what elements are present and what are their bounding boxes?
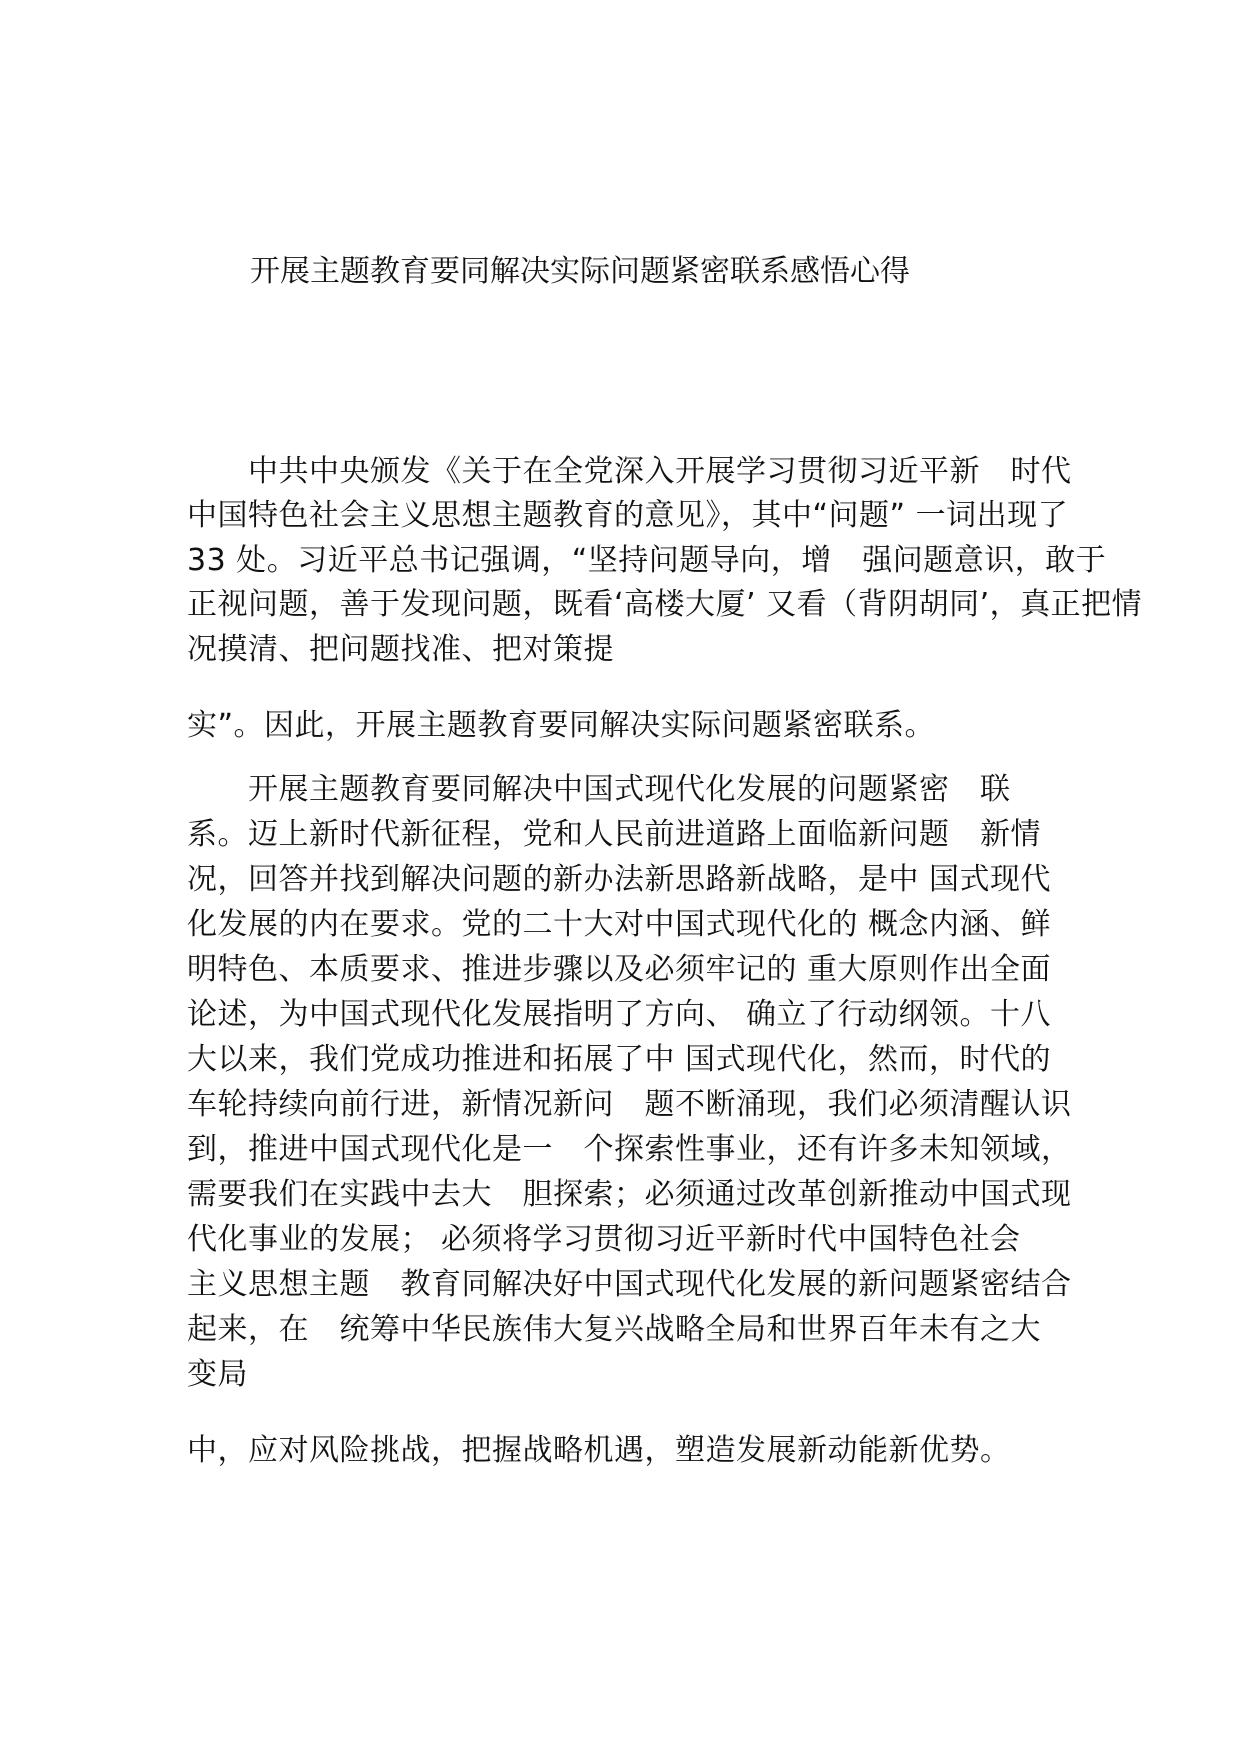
body-line: 主义思想主题 教育同解决好中国式现代化发展的新问题紧密结合: [187, 1267, 1072, 1302]
body-line: 况，回答并找到解决问题的新办法新思路新战略，是中 国式现代: [187, 862, 1052, 897]
body-line: 中，应对风险挑战，把握战略机遇，塑造发展新动能新优势。: [187, 1433, 1011, 1468]
body-line: 车轮持续向前行进，新情况新问 题不断涌现，我们必须清醒认识: [187, 1087, 1072, 1122]
body-line: 变局: [187, 1357, 248, 1392]
body-line: 论述，为中国式现代化发展指明了方向、 确立了行动纲领。十八: [187, 997, 1052, 1032]
body-line: 大以来，我们党成功推进和拓展了中 国式现代化，然而，时代的: [187, 1042, 1052, 1077]
document-title: 开展主题教育要同解决实际问题紧密联系感悟心得: [250, 254, 910, 289]
body-line: 实”。因此，开展主题教育要同解决实际问题紧密联系。: [187, 708, 936, 743]
body-line: 中共中央颁发《关于在全党深入开展学习贯彻习近平新 时代: [187, 454, 1072, 489]
body-line: 况摸清、把问题找准、把对策提: [187, 632, 614, 667]
body-line: 正视问题，善于发现问题，既看‘高楼大厦’ 又看（背阴胡同’，真正把情: [187, 587, 1143, 622]
body-line: 到，推进中国式现代化是一 个探索性事业，还有许多未知领域，: [187, 1132, 1072, 1167]
body-line: 化发展的内在要求。党的二十大对中国式现代化的 概念内涵、鲜: [187, 907, 1052, 942]
body-line: 代化事业的发展； 必须将学习贯彻习近平新时代中国特色社会: [187, 1222, 1021, 1257]
body-line: 起来，在 统筹中华民族伟大复兴战略全局和世界百年未有之大: [187, 1312, 1041, 1347]
body-line: 中国特色社会主义思想主题教育的意见》，其中“问题” 一词出现了: [187, 498, 1069, 533]
body-line: 33 处。习近平总书记强调，“坚持问题导向，增 强问题意识，敢于: [187, 543, 1107, 578]
body-line: 开展主题教育要同解决中国式现代化发展的问题紧密 联: [187, 772, 1011, 807]
body-line: 明特色、本质要求、推进步骤以及必须牢记的 重大原则作出全面: [187, 952, 1052, 987]
body-line: 需要我们在实践中去大 胆探索；必须通过改革创新推动中国式现: [187, 1177, 1072, 1212]
body-line: 系。迈上新时代新征程，党和人民前进道路上面临新问题 新情: [187, 817, 1041, 852]
